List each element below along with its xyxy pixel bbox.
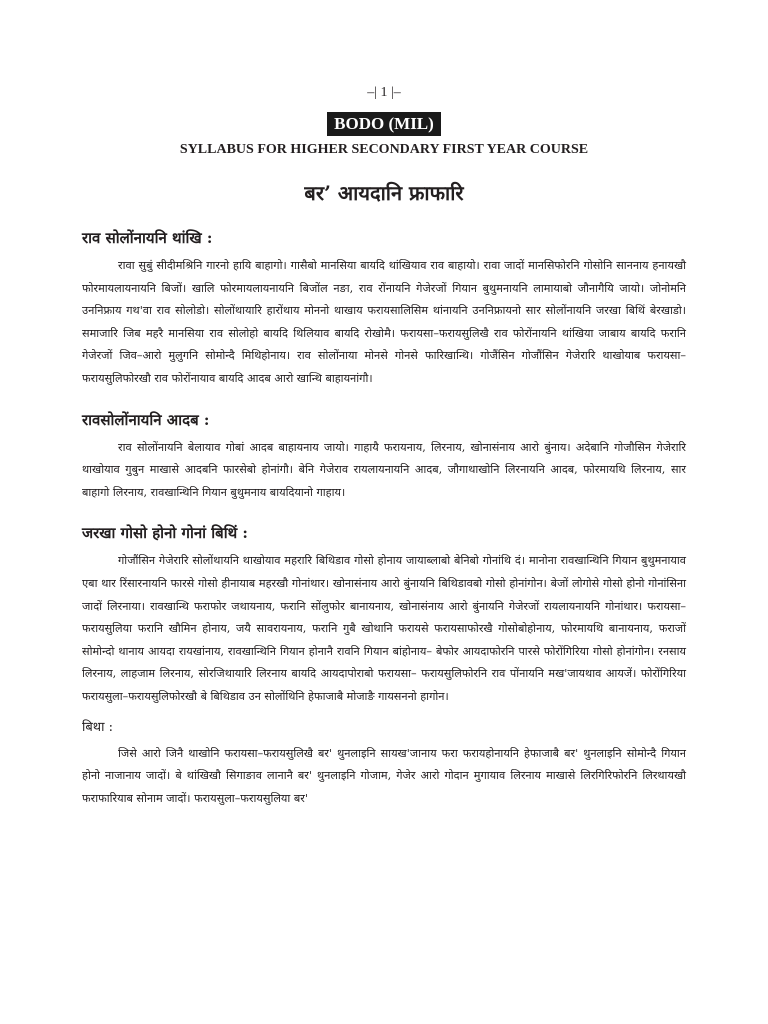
syllabus-title: SYLLABUS FOR HIGHER SECONDARY FIRST YEAR COURSE bbox=[179, 142, 589, 157]
subject-title-wrap bbox=[82, 112, 686, 136]
section-paragraph: जिसे आरो जिनै थाखोनि फरायसा–फरायसुलिखै बर' थुनलाइनि सायख'जानाय फरा फरायहोनायनि हेफाजाबै बर' थुनलाइनि सोमोन्दै गियान होनो नाजानाय जादों। बे थांखिखौ सिगाङाव लानानै बर' थुनलाइनि गोजाम, गेजेर आरो गोदान मुगायाव लिरनाय माखासे लिरगिरिफोरनि लिरथायखौ फराफारियाब सोनाम जादों। फरायसुला–फरायसुलिया बर' bbox=[82, 746, 686, 805]
subject-title: BODO (MIL) bbox=[327, 112, 441, 136]
section-heading: जरखा गोसो होनो गोनां बिथिं : bbox=[82, 524, 248, 543]
section-heading: बिथा : bbox=[82, 719, 113, 735]
section-heading: राव सोलोंनायनि थांखि : bbox=[82, 229, 213, 247]
document-page bbox=[82, 80, 686, 810]
page-number: –| 1 |– bbox=[367, 85, 401, 100]
section-paragraph: राव सोलोंनायनि बेलायाव गोबां आदब बाहायनाय जायो। गाहायै फरायनाय, लिरनाय, खोनासंनाय आरो बुंनाय। अदेबानि गोजौसिन गेजेरारि थाखोयाव गुबुन माखासे आदबनि फारसेबो होनांगौ। बेनि गेजेराव रायलायनायनि आदब, जौगाथाखोनि लिरनायनि आदब, फोरमायथि लिरनाय, सार बाहागो लिरनाय, रावखान्थिनि गियान बुथुमनाय बायदियानो गाहाय। bbox=[82, 440, 686, 499]
main-heading: बर’ आयदानि फ्राफारि bbox=[304, 181, 464, 205]
section-paragraph: गोजौंसिन गेजेरारि सोलोंथायनि थाखोयाव महरारि बिथिडाव गोसो होनाय जायाब्लाबो बेनिबो गोनांथि दं। मानोना रावखान्थिनि गियान बुथुमनायाव एबा थार रिंसारनायनि फारसे गोसो हीनायाब महरखौ गोनांथार। खोनासंनाय आरो बुंनायनि बिथिडावबो गोसो होनांगोन। बेजों लोगोसे गोसो होनो गोनांसिना जादों लिरनाया। रावखान्थि फराफोर जथायनाय, फरानि सोंलुफोर बानायनाय, खोनासंनाय आरो बुंनायनि गेजेरजों रायलायनायनि गोनांथार। फरायसा–फरायसुलिया फरानि खौमिन होनाय, जयै सावरायनाय, फरानि गुबै खोथानि फरायसे फरायसाफोरखै गोसोबोहोनाय, फोरमायथि बानायनाय, फराजों सोमोन्दो थानाय आयदा रायखांनाय, रावखान्थिनि गियान होनानै रावनि गियान बांहोनाय– बेफोर आयदाफोरनि पारसे फोरोंगिरिया गोसो होनांगोन। रनसाय लिरनाय, लाहजाम लिरनाय, सोरजिथायारि लिरनाय बायदि आयदापोराबो फरायसा– फरायसुलिफोरनि राव पोंनायनि मख'जायथाव आयजें। फोरोंगिरिया फरायसुला–फरायसुलिफोरखौ बे बिथिडाव उन सोलोंथिनि हेफाजाबै मोजाङै गायसननो हागोन। bbox=[82, 554, 686, 703]
section-heading: रावसोलोंनायनि आदब : bbox=[82, 410, 210, 429]
section-paragraph: रावा सुबुं सीदीमश्रिनि गारनो हायि बाहागो। गासैबो मानसिया बायदि थांखियाव राव बाहायो। रावा जादों मानसिफोरनि गोसोनि साननाय हनायखौ फोरमायलायनायनि बिजों। खालि फोरमायलायनायनि बिजोंल नङा, राव रोंनायनि गेजेरजों गियान बुथुमनायनि लामायाबो जौनागैयि जायो। जोनोमनि उननिफ्राय गथ'वा राव सोलोडो। सोलोंथायारि हारोंथाय मोननो थाखाय फरायसालिसिम थांनायनि उननिफ्रायनो सार सोलोंनायनि जरखा बिथिं बेरखाडो। समाजारि जिब महरै मानसिया राव सोलोहो बायदि थिलियाव बायदि रोखोमै। फरायसा–फरायसुलिखै राव फोरोंनायनि थांखिया जाबाय बायदि फरानि गेजेरजों जिव–आरो मुलुगनि सोमोन्दै मिथिहोनाय। राव सोलोंनाया मोनसे गोनसे फारिखान्थि। गोजैंसिन गोजौंसिन गेजेरारि थाखोयाब फरायसा–फरायसुलिफोरखौ राव फोरोंनायाव बायदि आदब आरो खान्थि बाहायनांगौ। bbox=[82, 259, 686, 385]
